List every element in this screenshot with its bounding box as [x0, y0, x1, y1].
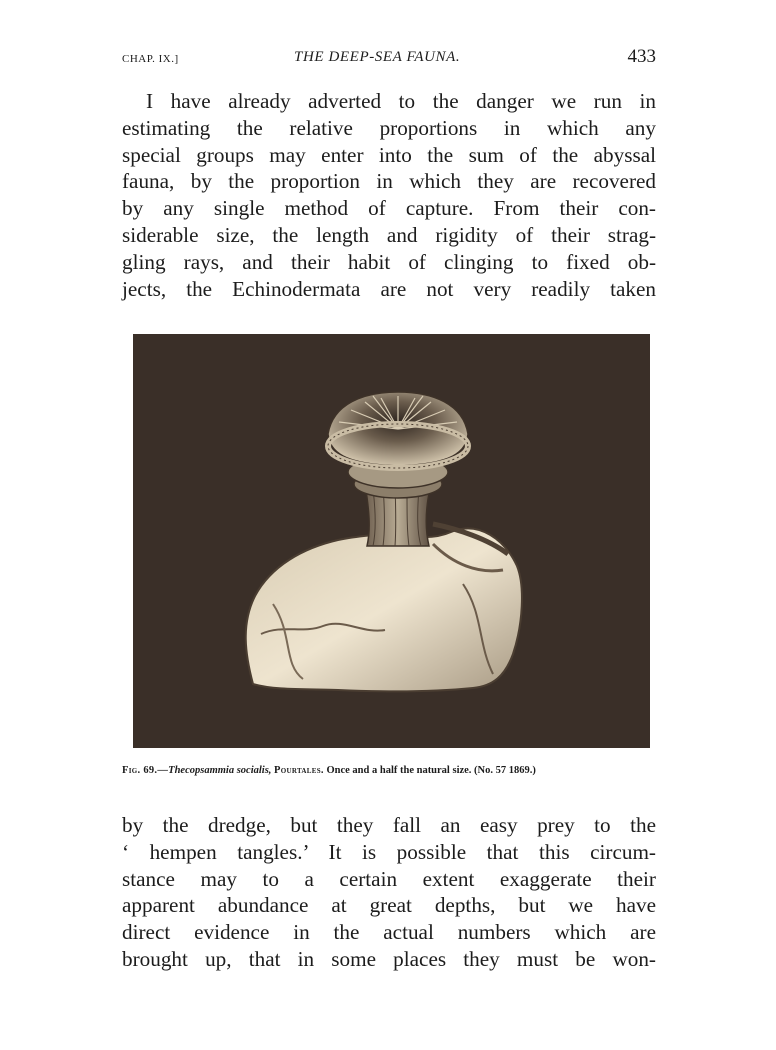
paragraph-1 — [122, 88, 656, 302]
paragraph-line: by any single method of capture. From their con- — [122, 196, 656, 221]
paragraph-line: estimating the relative proportions in which any — [122, 115, 656, 140]
page-number: 433 — [627, 46, 656, 67]
chapter-reference: CHAP. IX.] — [122, 53, 179, 65]
paragraph-line: fauna, by the proportion in which they are recovered — [122, 169, 656, 194]
paragraph-line: brought up, that in some places they must be won- — [122, 946, 656, 971]
figure-caption — [122, 765, 662, 776]
coral-illustration — [133, 334, 650, 748]
caption-author: Pourtales. — [274, 765, 324, 776]
running-head — [122, 46, 656, 72]
paragraph-line: by the dredge, but they fall an easy prey to the — [122, 813, 656, 837]
caption-label: Fig. 69.— — [122, 765, 169, 776]
caption-species: Thecopsammia socialis, — [168, 765, 272, 776]
paragraph-2 — [122, 812, 656, 973]
caption-description: Once and a half the natural size. (No. 57 1869.) — [326, 765, 536, 776]
paragraph-line: apparent abundance at great depths, but we have — [122, 893, 656, 918]
paragraph-line: direct evidence in the actual numbers which are — [122, 920, 656, 945]
paragraph-line: jects, the Echinodermata are not very readily taken — [122, 276, 656, 301]
paragraph-line: I have already adverted to the danger we run in — [146, 89, 656, 113]
paragraph-line: ‘ hempen tangles.’ It is possible that this circum- — [122, 839, 656, 864]
paragraph-line: gling rays, and their habit of clinging to fixed ob- — [122, 249, 656, 274]
running-title: THE DEEP-SEA FAUNA. — [294, 49, 461, 65]
paragraph-line: special groups may enter into the sum of the abyssal — [122, 142, 656, 167]
paragraph-line: stance may to a certain extent exaggerate their — [122, 866, 656, 891]
paragraph-line: siderable size, the length and rigidity of their strag- — [122, 222, 656, 247]
coral-engraving — [133, 334, 650, 748]
